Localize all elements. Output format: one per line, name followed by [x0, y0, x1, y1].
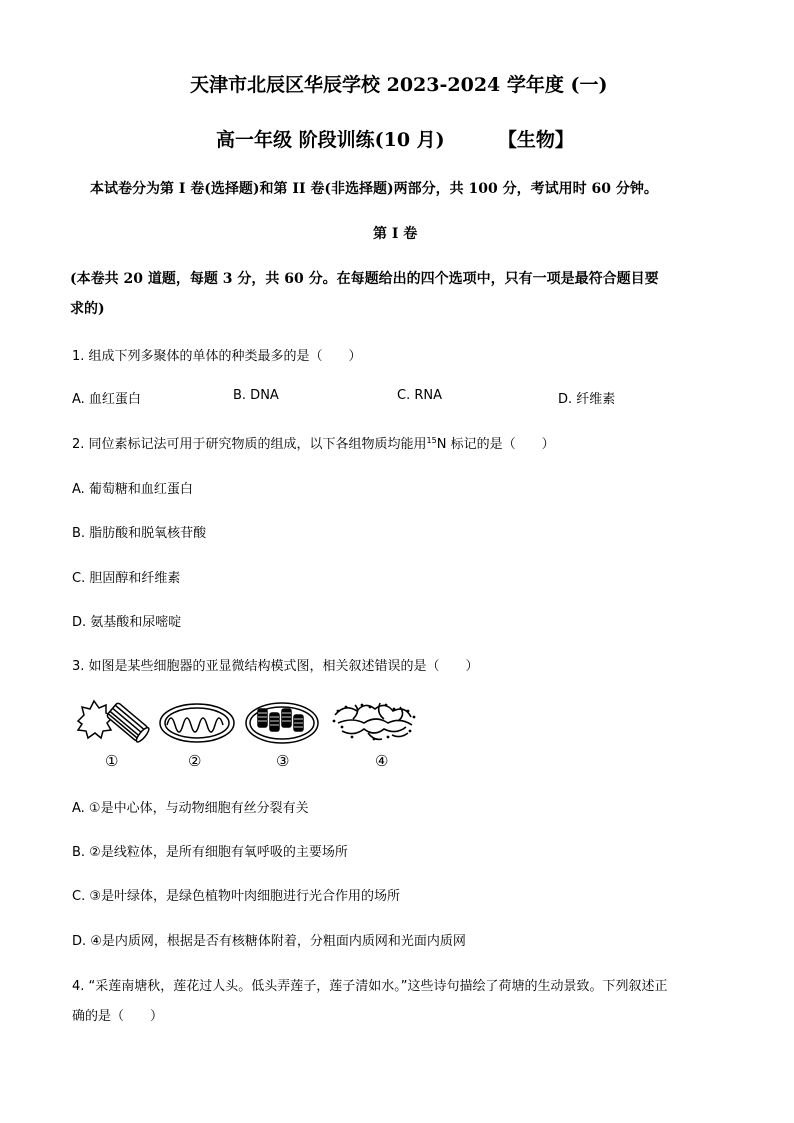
figure-label-4: ④	[375, 752, 389, 770]
section-instructions-line2: 求的)	[70, 301, 105, 317]
centriole-drawing	[78, 701, 151, 744]
question-3-option-a: A. ①是中心体，与动物细胞有丝分裂有关	[72, 801, 309, 816]
question-2-option-c: C. 胆固醇和纤维素	[72, 571, 181, 586]
question-1-option-a: A. 血红蛋白	[72, 392, 141, 407]
figure-label-3: ③	[276, 752, 290, 770]
question-2-stem-tail: N 标记的是（ ）	[436, 437, 555, 452]
question-2-option-d: D. 氨基酸和尿嘧啶	[72, 615, 182, 630]
question-1-stem: 1. 组成下列多聚体的单体的种类最多的是（ ）	[72, 349, 362, 364]
chloroplast-drawing	[246, 703, 318, 743]
question-4-stem-line1: 4. “采莲南塘秋，莲花过人头。低头弄莲子，莲子清如水。”这些诗句描绘了荷塘的生动景致。下列叙述正	[72, 979, 668, 994]
question-3-option-d: D. ④是内质网，根据是否有核糖体附着，分粗面内质网和光面内质网	[72, 934, 466, 949]
section-instructions-line1: (本卷共 20 道题，每题 3 分，共 60 分。在每题给出的四个选项中，只有一项是最符合题目要	[70, 271, 659, 287]
question-3-option-b: B. ②是线粒体，是所有细胞有氧呼吸的主要场所	[72, 845, 348, 860]
subject: 【生物】	[497, 129, 574, 151]
question-1-option-b: B. DNA	[233, 388, 279, 403]
figure-label-1: ①	[105, 752, 119, 770]
grade-stage: 高一年级 阶段训练(10 月)	[216, 129, 445, 151]
question-1-option-c: C. RNA	[397, 388, 442, 403]
question-2-option-b: B. 脂肪酸和脱氧核苷酸	[72, 526, 207, 541]
exam-title-line1: 天津市北辰区华辰学校 2023-2024 学年度 (一)	[190, 74, 608, 96]
question-4-stem-line2: 确的是（ ）	[72, 1009, 164, 1024]
exam-intro: 本试卷分为第 I 卷(选择题)和第 II 卷(非选择题)两部分，共 100 分，考试用时 60 分钟。	[90, 181, 658, 197]
isotope-superscript: 15	[426, 436, 437, 445]
question-2-stem-text: 2. 同位素标记法可用于研究物质的组成，以下各组物质均能用	[72, 437, 427, 452]
organelle-figure	[70, 693, 440, 751]
question-1-option-d: D. 纤维素	[558, 392, 616, 407]
question-2-stem	[72, 433, 555, 452]
endoplasmic-reticulum-drawing	[333, 703, 416, 740]
exam-title-line2	[216, 125, 574, 152]
mitochondrion-drawing	[160, 704, 234, 742]
question-2-option-a: A. 葡萄糖和血红蛋白	[72, 482, 193, 497]
section-heading: 第 I 卷	[373, 226, 418, 242]
figure-label-2: ②	[188, 752, 202, 770]
question-3-option-c: C. ③是叶绿体，是绿色植物叶肉细胞进行光合作用的场所	[72, 889, 400, 904]
question-3-stem: 3. 如图是某些细胞器的亚显微结构模式图，相关叙述错误的是（ ）	[72, 659, 479, 674]
